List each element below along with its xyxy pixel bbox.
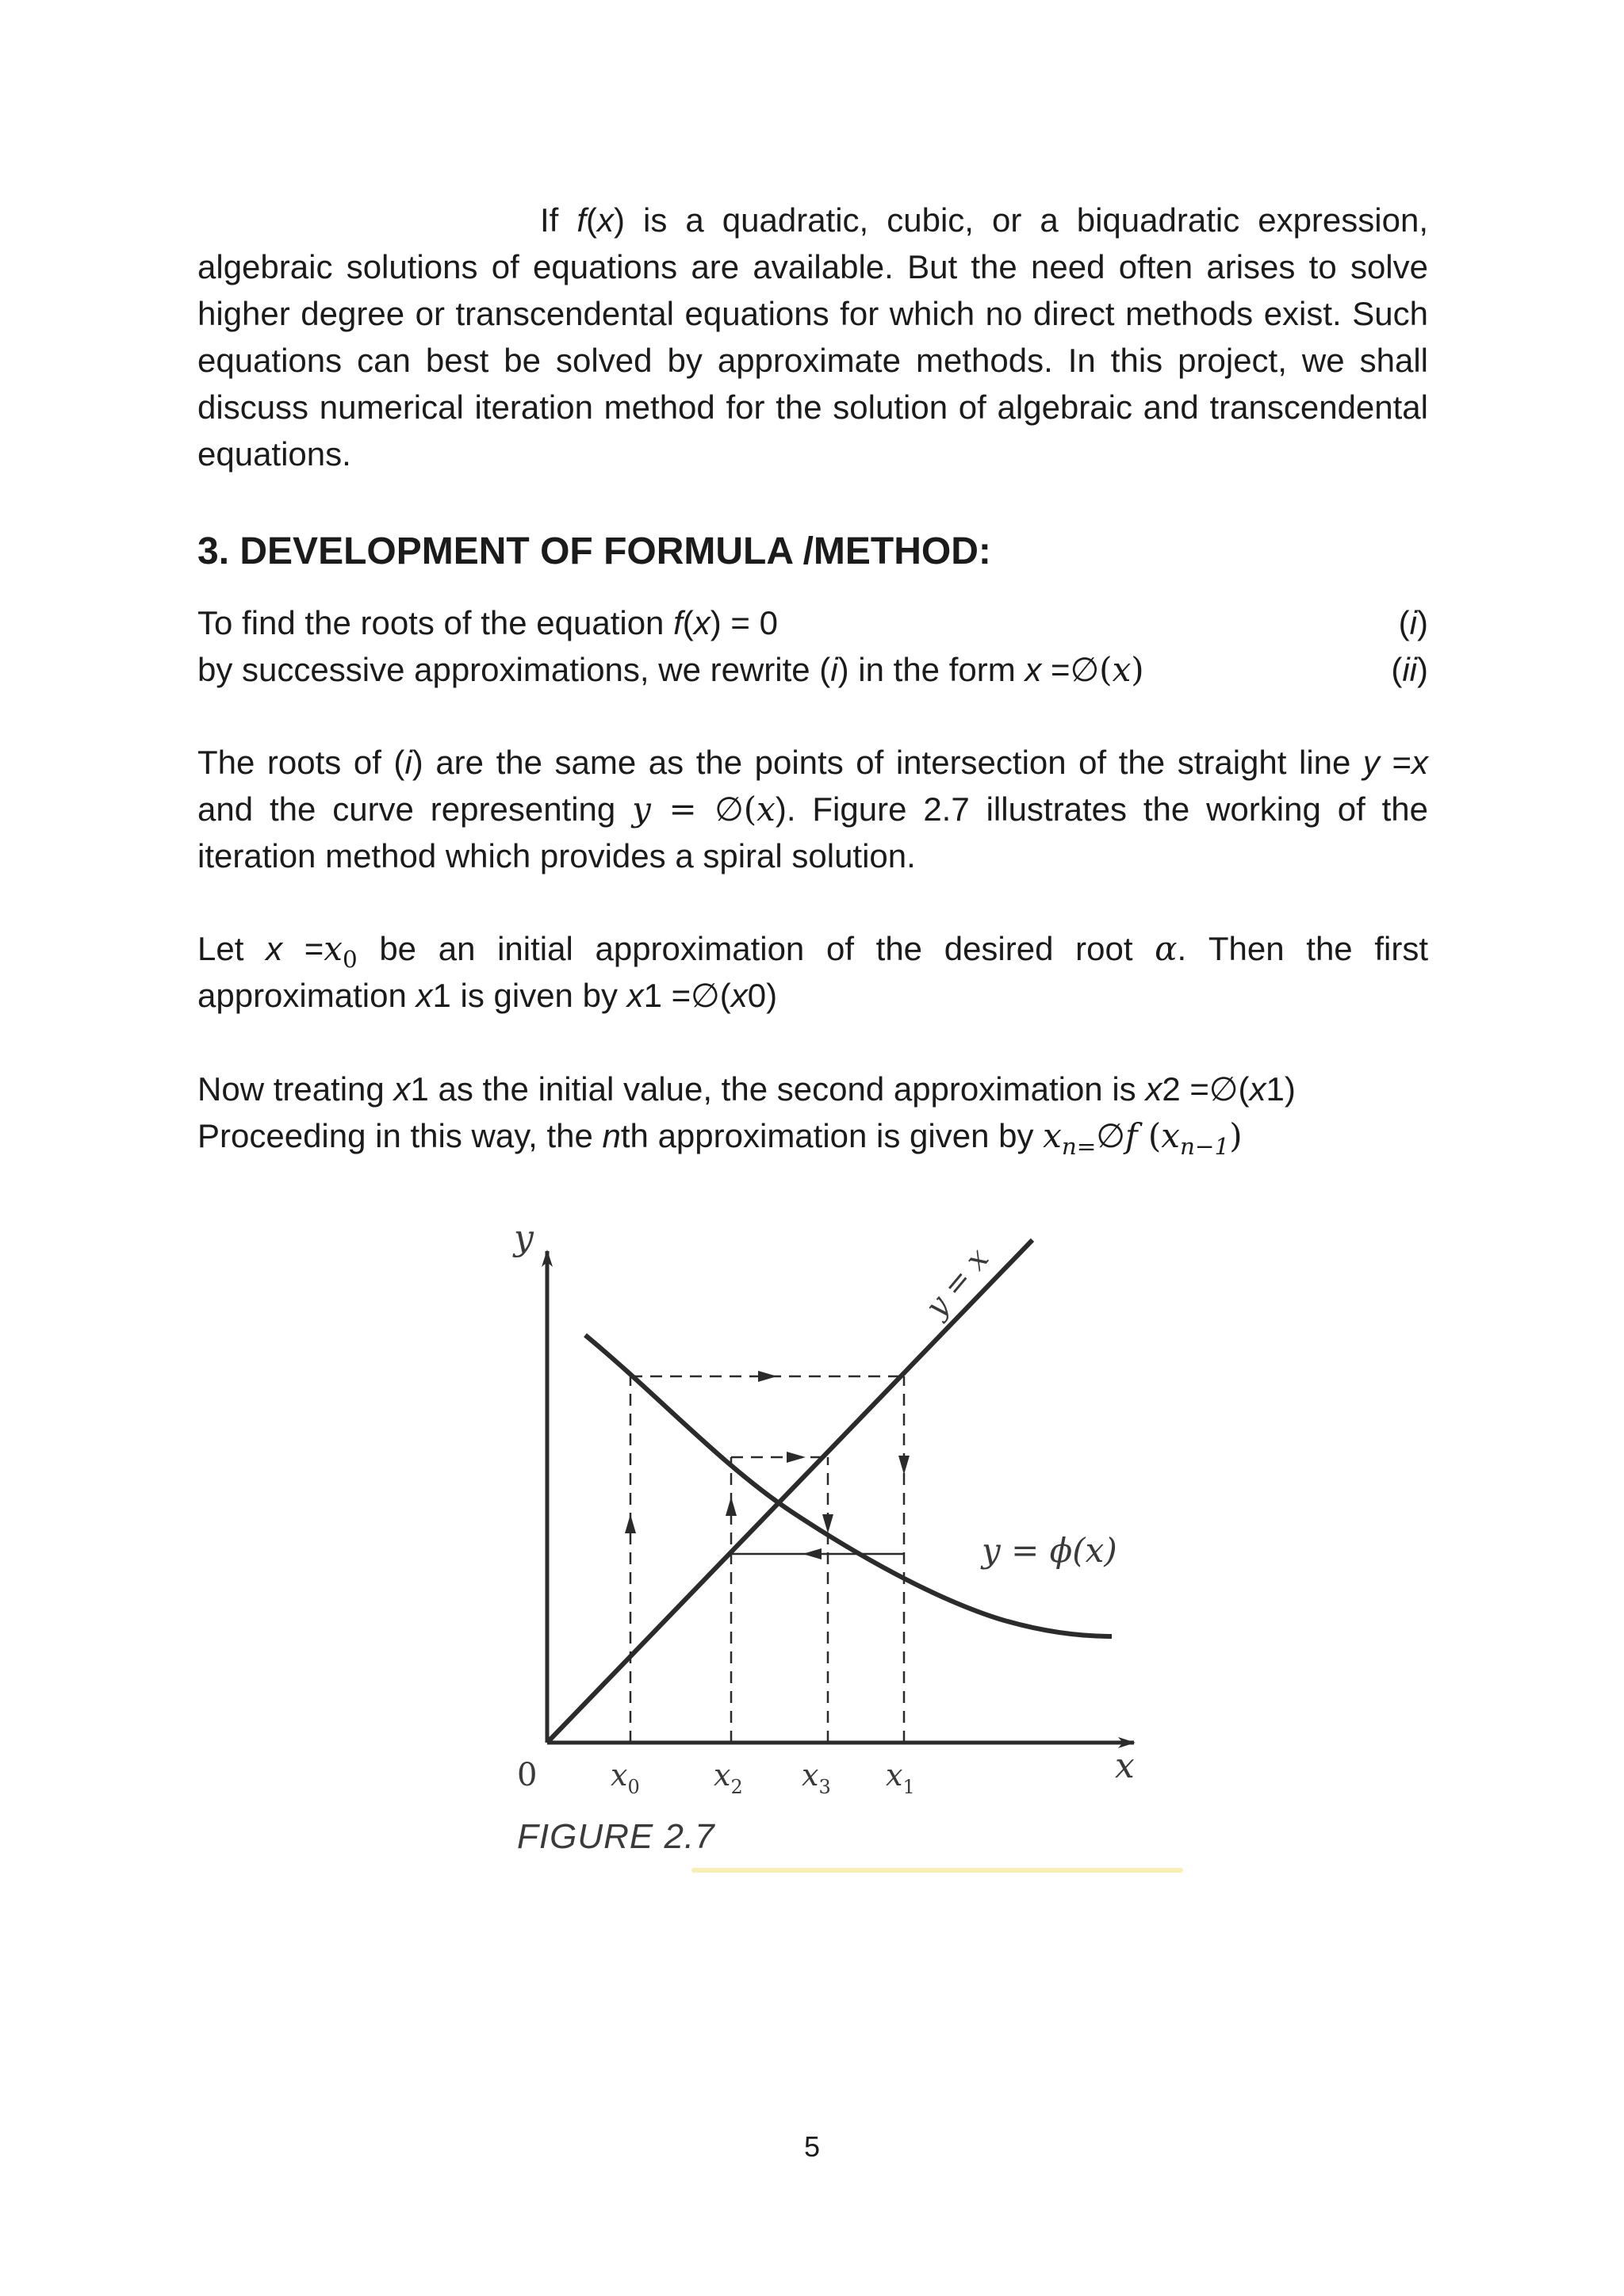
initial-approx-paragraph: Let $x =x_0$ be an initial approximation of the desired root α. Then the first approximation x1 is given by x1 =∅(x0) xyxy=(197,929,1428,1014)
arrow-up-x2 xyxy=(726,1497,737,1516)
equation-number-ii: (ii) xyxy=(1391,651,1428,688)
page-number: 5 xyxy=(803,2130,821,2163)
curve-phi xyxy=(585,1335,1112,1636)
successive-approx-paragraph xyxy=(197,1066,1428,1159)
highlight-strip xyxy=(691,1868,1183,1873)
roots-paragraph: The roots of (i) are the same as the points of intersection of the straight line y =x and the curve representing y = ∅(x). Figure 2.7 illustrates the working of the iteration method which provides a spiral solution. xyxy=(197,744,1429,874)
equation-line-ii: by successive approximations, we rewrite (i) in the form x =∅(x) (ii) xyxy=(197,646,1428,693)
line-y-equals-x xyxy=(547,1240,1032,1743)
x-axis-label: x xyxy=(1115,1746,1135,1786)
arrow-up-x0 xyxy=(625,1514,636,1533)
equation-number-i: (i) xyxy=(1398,604,1428,641)
tick-x3: $x_3$ xyxy=(802,1758,831,1798)
curve-label: y = ϕ(x) xyxy=(982,1531,1117,1570)
section-heading: 3. DEVELOPMENT OF FORMULA /METHOD: xyxy=(197,530,991,572)
arrow-right-top xyxy=(758,1371,777,1382)
arrow-down-x1 xyxy=(898,1456,910,1475)
origin-label: 0 xyxy=(517,1757,538,1793)
second-approx-line: Now treating x1 as the initial value, the second approximation is x2 =∅(x1) xyxy=(197,1070,1296,1108)
line-label: y = x xyxy=(918,1241,996,1324)
equation-line-i: To find the roots of the equation f(x) = 0 (i) xyxy=(197,599,1428,646)
tick-x0: $x_0$ xyxy=(611,1758,640,1798)
tick-x1: $x_1$ xyxy=(886,1758,915,1798)
iteration-figure xyxy=(500,1213,1150,1816)
arrow-left-mid xyxy=(802,1548,822,1559)
intro-paragraph: If f(x) is a quadratic, cubic, or a biquadratic expression, algebraic solutions of equations are available. But the need often arises to solve higher degree or transcendental equations for which no direct methods exist. Such equations can best be solved by approximate methods. In this project, we shall discuss numerical iteration method for the solution of algebraic and transcendental equations. xyxy=(197,201,1428,473)
y-axis-label: y xyxy=(514,1218,534,1258)
tick-x2: $x_2$ xyxy=(714,1758,743,1798)
arrow-right-small xyxy=(787,1452,806,1463)
figure-caption: FIGURE 2.7 xyxy=(517,1817,715,1856)
nth-approx-line: Proceeding in this way, the nth approximation is given by $x_{n=}\emptyset f$ $(x_{n-1})$ xyxy=(197,1116,1243,1160)
